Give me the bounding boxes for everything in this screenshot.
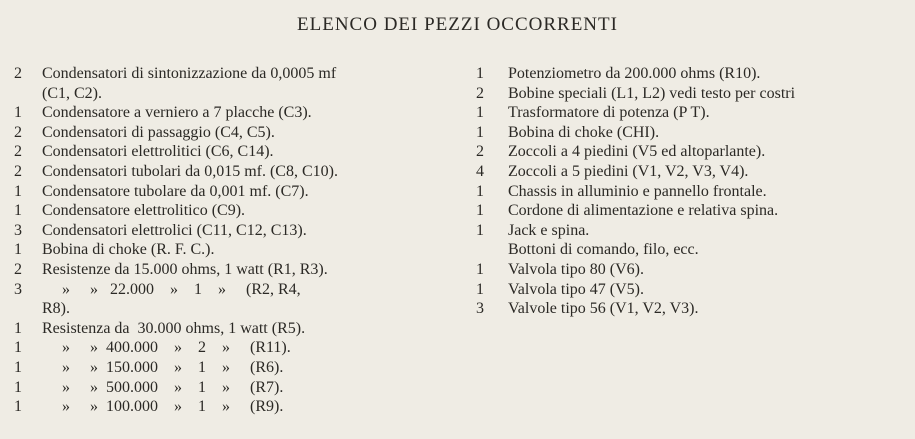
item-description: Resistenza da 30.000 ohms, 1 watt (R5). bbox=[42, 319, 306, 337]
item-quantity: 4 bbox=[476, 162, 484, 180]
list-item bbox=[14, 319, 469, 339]
item-quantity: 1 bbox=[476, 104, 484, 122]
item-description: Valvola tipo 80 (V6). bbox=[508, 260, 644, 278]
list-item bbox=[476, 299, 906, 319]
item-quantity: 1 bbox=[14, 358, 22, 376]
item-quantity: 2 bbox=[14, 162, 22, 180]
item-quantity: 2 bbox=[14, 260, 22, 278]
item-description: Jack e spina. bbox=[508, 221, 590, 239]
item-description: Resistenze da 15.000 ohms, 1 watt (R1, R3). bbox=[42, 260, 328, 278]
item-quantity: 1 bbox=[476, 123, 484, 141]
item-quantity: 1 bbox=[14, 398, 22, 416]
item-description: R8). bbox=[42, 300, 70, 318]
item-quantity: 2 bbox=[14, 143, 22, 161]
item-description: Condensatore a verniero a 7 placche (C3). bbox=[42, 104, 312, 122]
item-description: Bobina di choke (CHI). bbox=[508, 123, 660, 141]
item-description: Cordone di alimentazione e relativa spina. bbox=[508, 202, 779, 220]
item-description: (C1, C2). bbox=[42, 84, 102, 102]
item-description: Condensatori di sintonizzazione da 0,0005 mf bbox=[42, 65, 337, 82]
list-item bbox=[14, 64, 469, 84]
list-item bbox=[14, 142, 469, 162]
item-quantity: 1 bbox=[476, 65, 484, 82]
list-item bbox=[14, 338, 469, 358]
item-description: Zoccoli a 4 piedini (V5 ed altoparlante). bbox=[508, 143, 766, 161]
item-description: Trasformatore di potenza (P T). bbox=[508, 104, 710, 122]
item-description: Chassis in alluminio e pannello frontale. bbox=[508, 182, 767, 200]
item-description: » » 500.000 » 1 » (R7). bbox=[42, 378, 284, 396]
list-item bbox=[476, 162, 906, 182]
item-quantity: 3 bbox=[476, 300, 484, 318]
list-item bbox=[476, 280, 906, 300]
list-item bbox=[476, 64, 906, 84]
item-description: Condensatore tubolare da 0,001 mf. (C7). bbox=[42, 182, 309, 200]
list-item bbox=[14, 201, 469, 221]
item-quantity: 1 bbox=[14, 241, 22, 259]
page-title: ELENCO DEI PEZZI OCCORRENTI bbox=[297, 14, 618, 35]
item-quantity: 1 bbox=[14, 319, 22, 337]
item-description: Bottoni di comando, filo, ecc. bbox=[508, 241, 699, 259]
list-item bbox=[476, 84, 906, 104]
list-item bbox=[14, 84, 469, 104]
list-item bbox=[476, 182, 906, 202]
list-item bbox=[476, 142, 906, 162]
list-item bbox=[14, 123, 469, 143]
list-item bbox=[14, 358, 469, 378]
item-quantity: 1 bbox=[14, 182, 22, 200]
item-description: » » 400.000 » 2 » (R11). bbox=[42, 339, 291, 357]
item-description: Valvola tipo 47 (V5). bbox=[508, 280, 644, 298]
item-quantity: 1 bbox=[476, 260, 484, 278]
item-description: Potenziometro da 200.000 ohms (R10). bbox=[508, 65, 761, 82]
item-quantity: 3 bbox=[14, 221, 22, 239]
list-item bbox=[476, 123, 906, 143]
item-description: Bobine speciali (L1, L2) vedi testo per costri bbox=[508, 84, 796, 102]
item-quantity: 1 bbox=[14, 104, 22, 122]
parts-list-left bbox=[14, 64, 469, 417]
list-item bbox=[14, 221, 469, 241]
list-item bbox=[14, 280, 469, 300]
item-description: » » 150.000 » 1 » (R6). bbox=[42, 358, 284, 376]
item-description: Condensatori tubolari da 0,015 mf. (C8, C10). bbox=[42, 162, 338, 180]
item-description: Condensatori elettrolici (C11, C12, C13). bbox=[42, 221, 307, 239]
item-quantity: 1 bbox=[14, 339, 22, 357]
item-quantity: 2 bbox=[476, 84, 484, 102]
item-description: Bobina di choke (R. F. C.). bbox=[42, 241, 215, 259]
item-quantity: 1 bbox=[476, 202, 484, 220]
list-item bbox=[476, 201, 906, 221]
list-item bbox=[14, 182, 469, 202]
list-item bbox=[476, 240, 906, 260]
item-description: » » 22.000 » 1 » (R2, R4, bbox=[42, 280, 301, 298]
item-quantity: 1 bbox=[14, 202, 22, 220]
list-item bbox=[14, 162, 469, 182]
list-item bbox=[14, 397, 469, 417]
item-description: Valvole tipo 56 (V1, V2, V3). bbox=[508, 300, 699, 318]
parts-list-right bbox=[476, 64, 906, 319]
item-quantity: 1 bbox=[476, 280, 484, 298]
item-description: » » 100.000 » 1 » (R9). bbox=[42, 398, 284, 416]
list-item bbox=[14, 240, 469, 260]
list-item bbox=[14, 378, 469, 398]
list-item bbox=[14, 299, 469, 319]
item-description: Zoccoli a 5 piedini (V1, V2, V3, V4). bbox=[508, 162, 749, 180]
item-quantity: 1 bbox=[476, 221, 484, 239]
item-quantity: 2 bbox=[476, 143, 484, 161]
item-description: Condensatori elettrolitici (C6, C14). bbox=[42, 143, 274, 161]
list-item bbox=[14, 103, 469, 123]
item-quantity: 3 bbox=[14, 280, 22, 298]
item-quantity: 1 bbox=[14, 378, 22, 396]
item-quantity: 1 bbox=[476, 182, 484, 200]
item-description: Condensatore elettrolitico (C9). bbox=[42, 202, 246, 220]
list-item bbox=[476, 221, 906, 241]
list-item bbox=[476, 103, 906, 123]
list-item bbox=[476, 260, 906, 280]
item-description: Condensatori di passaggio (C4, C5). bbox=[42, 123, 275, 141]
list-item bbox=[14, 260, 469, 280]
item-quantity: 2 bbox=[14, 123, 22, 141]
item-quantity: 2 bbox=[14, 65, 22, 82]
